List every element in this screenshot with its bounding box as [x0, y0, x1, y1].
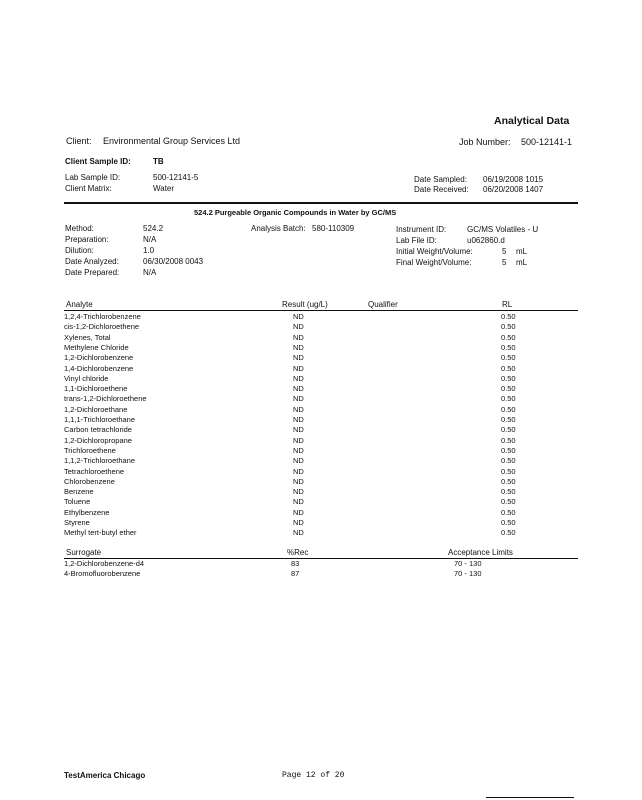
analyte-rl: 0.50: [501, 466, 516, 476]
table-row: [64, 518, 584, 528]
analyte-result: ND: [293, 497, 304, 507]
date-received-label: Date Received:: [414, 185, 469, 194]
analyte-name: Methylene Chloride: [64, 342, 129, 352]
instrument-id-value: GC/MS Volatiles - U: [467, 225, 539, 234]
table-row: [64, 508, 584, 518]
analyte-result: ND: [293, 435, 304, 445]
analyte-name: Methyl tert-butyl ether: [64, 528, 137, 538]
surrogate-limits: 70 - 130: [454, 559, 482, 568]
table-row: [64, 384, 584, 394]
table-row: [64, 394, 584, 404]
final-weight-unit: mL: [516, 258, 528, 267]
lab-file-id-label: Lab File ID:: [396, 236, 437, 245]
analyte-result: ND: [293, 518, 304, 527]
analyte-name: 1,2-Dichloropropane: [64, 435, 132, 445]
lab-sample-id-label: Lab Sample ID:: [65, 173, 121, 182]
analyte-rl: 0.50: [501, 528, 516, 538]
analyte-rl: 0.50: [501, 435, 516, 445]
analyte-rl: 0.50: [501, 322, 516, 332]
table-row: [64, 312, 584, 322]
dilution-value: 1.0: [143, 246, 155, 255]
analyte-rl: 0.50: [501, 507, 516, 517]
analyte-result: ND: [293, 415, 304, 424]
client-matrix-value: Water: [153, 184, 175, 193]
client-value: Environmental Group Services Ltd: [103, 136, 241, 146]
client-sample-id-label: Client Sample ID:: [65, 157, 131, 166]
analyte-result: ND: [293, 476, 304, 486]
section-divider: [64, 202, 578, 204]
analysis-batch-label: Analysis Batch:: [251, 224, 306, 233]
table-row: [64, 569, 584, 579]
analyte-result: ND: [293, 332, 304, 342]
analyte-name: Trichloroethene: [64, 445, 116, 455]
analyte-rl: 0.50: [501, 373, 516, 383]
rec-column-header: %Rec: [287, 548, 309, 557]
table-row: [64, 528, 584, 538]
analyte-rl: 0.50: [501, 404, 516, 414]
final-weight-value: 5: [502, 258, 507, 267]
table-row: [64, 415, 584, 425]
footer-lab-name: TestAmerica Chicago: [64, 771, 146, 780]
analyte-rl: 0.50: [501, 342, 516, 352]
analyte-name: 1,1-Dichloroethene: [64, 384, 128, 394]
surrogate-limits: 70 - 130: [454, 569, 482, 578]
analyte-result: ND: [293, 425, 304, 435]
analyte-name: 1,1,2-Trichloroethane: [64, 456, 136, 466]
analyte-name: 1,1,1-Trichloroethane: [64, 415, 136, 424]
analyte-result: ND: [293, 373, 304, 383]
analysis-batch-value: 580-110309: [312, 224, 355, 233]
analyte-name: Toluene: [64, 497, 91, 507]
analyte-rl: 0.50: [501, 394, 516, 404]
initial-weight-label: Initial Weight/Volume:: [396, 247, 473, 256]
analyte-result: ND: [293, 312, 304, 321]
analyte-name: cis-1,2-Dichloroethene: [64, 322, 140, 332]
table-row: [64, 364, 584, 374]
analyte-rl: 0.50: [501, 456, 516, 466]
table-row: [64, 343, 584, 353]
analyte-rl: 0.50: [501, 445, 516, 455]
instrument-id-label: Instrument ID:: [396, 225, 447, 234]
initial-weight-unit: mL: [516, 247, 528, 256]
analyte-result: ND: [293, 322, 304, 332]
method-label: Method:: [65, 224, 94, 233]
surrogate-column-header: Surrogate: [66, 548, 102, 557]
client-sample-id-value: TB: [153, 157, 164, 166]
surrogate-rec: 83: [291, 559, 300, 568]
limits-column-header: Acceptance Limits: [448, 548, 513, 557]
table-row: [64, 436, 584, 446]
table-row: [64, 333, 584, 343]
analyte-rl: 0.50: [501, 312, 516, 321]
analyte-rl: 0.50: [501, 476, 516, 486]
preparation-label: Preparation:: [65, 235, 109, 244]
analyte-rl: 0.50: [501, 518, 516, 527]
date-sampled-label: Date Sampled:: [414, 175, 467, 184]
analyte-rl: 0.50: [501, 487, 516, 497]
analyte-result: ND: [293, 404, 304, 414]
analyte-result: ND: [293, 394, 304, 404]
preparation-value: N/A: [143, 235, 157, 244]
job-number-label: Job Number:: [459, 137, 511, 147]
analyte-result: ND: [293, 363, 304, 373]
report-title: Analytical Data: [494, 115, 570, 127]
analyte-name: Styrene: [64, 518, 90, 527]
method-section-title: 524.2 Purgeable Organic Compounds in Water by GC/MS: [194, 208, 397, 217]
initial-weight-value: 5: [502, 247, 507, 256]
footer-mark: [486, 797, 574, 798]
analyte-name: Chlorobenzene: [64, 476, 115, 486]
surrogate-rec: 87: [291, 569, 300, 578]
analyte-name: 1,2,4-Trichlorobenzene: [64, 312, 141, 321]
date-analyzed-value: 06/30/2008 0043: [143, 257, 204, 266]
lab-sample-id-value: 500-12141-5: [153, 173, 199, 182]
analyte-name: Ethylbenzene: [64, 507, 110, 517]
table-row: [64, 425, 584, 435]
table-row: [64, 467, 584, 477]
analyte-result: ND: [293, 487, 304, 497]
analyte-result: ND: [293, 456, 304, 466]
surrogate-name: 1,2-Dichlorobenzene-d4: [64, 559, 145, 568]
analyte-rl: 0.50: [501, 425, 516, 435]
analyte-name: Benzene: [64, 487, 94, 497]
table-row: [64, 322, 584, 332]
lab-file-id-value: u062860.d: [467, 236, 505, 245]
analyte-result: ND: [293, 384, 304, 394]
final-weight-label: Final Weight/Volume:: [396, 258, 472, 267]
table-row: [64, 477, 584, 487]
table-row: [64, 456, 584, 466]
analyte-name: 1,2-Dichloroethane: [64, 404, 128, 414]
analyte-name: trans-1,2-Dichloroethene: [64, 394, 147, 404]
analyte-rl: 0.50: [501, 415, 516, 424]
dilution-label: Dilution:: [65, 246, 94, 255]
analyte-rl: 0.50: [501, 353, 516, 363]
analyte-name: Xylenes, Total: [64, 332, 111, 342]
table-row: [64, 487, 584, 497]
qualifier-column-header: Qualifier: [368, 300, 398, 309]
analyte-rl: 0.50: [501, 363, 516, 373]
analyte-name: Tetrachloroethene: [64, 466, 125, 476]
analyte-column-header: Analyte: [66, 300, 93, 309]
analyte-result: ND: [293, 507, 304, 517]
analyte-result: ND: [293, 445, 304, 455]
rl-column-header: RL: [502, 300, 513, 309]
result-column-header: Result (ug/L): [282, 300, 328, 309]
date-received-value: 06/20/2008 1407: [483, 185, 544, 194]
date-prepared-value: N/A: [143, 268, 157, 277]
analyte-result: ND: [293, 342, 304, 352]
method-value: 524.2: [143, 224, 164, 233]
analyte-name: 1,2-Dichlorobenzene: [64, 353, 134, 363]
analyte-rl: 0.50: [501, 497, 516, 507]
date-sampled-value: 06/19/2008 1015: [483, 175, 544, 184]
table-row: [64, 353, 584, 363]
table-row: [64, 405, 584, 415]
surrogate-name: 4-Bromofluorobenzene: [64, 569, 141, 578]
client-label: Client:: [66, 136, 92, 146]
date-analyzed-label: Date Analyzed:: [65, 257, 119, 266]
client-matrix-label: Client Matrix:: [65, 184, 112, 193]
analyte-result: ND: [293, 353, 304, 363]
footer-page-number: Page 12 of 20: [282, 771, 345, 780]
table-row: [64, 446, 584, 456]
job-number-value: 500-12141-1: [521, 137, 573, 147]
date-prepared-label: Date Prepared:: [65, 268, 120, 277]
table-row: [64, 374, 584, 384]
analyte-result: ND: [293, 528, 304, 538]
analyte-result: ND: [293, 466, 304, 476]
table-row: [64, 497, 584, 507]
analyte-name: 1,4-Dichlorobenzene: [64, 363, 134, 373]
analyte-header-rule: [64, 310, 578, 311]
analyte-name: Vinyl chloride: [64, 373, 109, 383]
analyte-rl: 0.50: [501, 332, 516, 342]
table-row: [64, 559, 584, 569]
analyte-name: Carbon tetrachloride: [64, 425, 132, 435]
analyte-rl: 0.50: [501, 384, 516, 394]
